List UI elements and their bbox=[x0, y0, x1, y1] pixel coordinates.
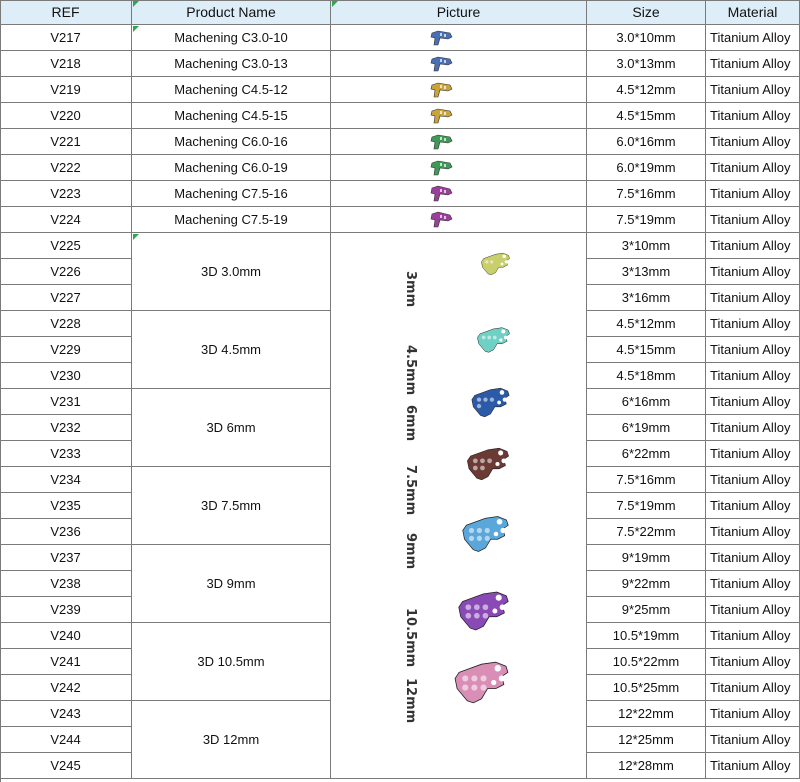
size-cell[interactable]: 12*28mm bbox=[587, 753, 706, 779]
ref-cell[interactable]: V238 bbox=[0, 571, 132, 597]
ref-cell[interactable]: V219 bbox=[0, 77, 132, 103]
size-cell[interactable]: 3*13mm bbox=[587, 259, 706, 285]
implant-size-label: 4.5mm bbox=[403, 345, 418, 396]
ref-cell[interactable]: V231 bbox=[0, 389, 132, 415]
size-cell[interactable]: 3*10mm bbox=[587, 233, 706, 259]
header-name[interactable]: Product Name bbox=[132, 0, 331, 25]
cell-marker bbox=[133, 1, 139, 7]
implant-size-label: 6mm bbox=[403, 405, 418, 442]
size-cell[interactable]: 10.5*22mm bbox=[587, 649, 706, 675]
ref-cell[interactable]: V228 bbox=[0, 311, 132, 337]
picture-cell bbox=[331, 207, 587, 233]
cell-marker bbox=[133, 26, 139, 32]
material-cell[interactable]: Titanium Alloy bbox=[706, 259, 800, 285]
product-name-cell[interactable]: Machening C4.5-12 bbox=[132, 77, 331, 103]
ref-cell[interactable]: V222 bbox=[0, 155, 132, 181]
machined-implant-icon bbox=[428, 55, 456, 73]
size-cell[interactable]: 9*19mm bbox=[587, 545, 706, 571]
product-name-cell[interactable]: Machening C3.0-10 bbox=[132, 25, 331, 51]
material-cell[interactable]: Titanium Alloy bbox=[706, 363, 800, 389]
implant-size-label: 10.5mm bbox=[403, 608, 418, 668]
printed-implant-icon bbox=[479, 251, 512, 277]
ref-cell[interactable]: V225 bbox=[0, 233, 132, 259]
ref-cell[interactable]: V233 bbox=[0, 441, 132, 467]
implant-size-label: 7.5mm bbox=[403, 465, 418, 516]
material-cell[interactable]: Titanium Alloy bbox=[706, 441, 800, 467]
ref-cell[interactable]: V218 bbox=[0, 51, 132, 77]
material-cell[interactable]: Titanium Alloy bbox=[706, 311, 800, 337]
machined-implant-icon bbox=[428, 107, 456, 125]
material-cell[interactable]: Titanium Alloy bbox=[706, 129, 800, 155]
header-material[interactable]: Material bbox=[706, 0, 800, 25]
material-cell[interactable]: Titanium Alloy bbox=[706, 25, 800, 51]
material-cell[interactable]: Titanium Alloy bbox=[706, 415, 800, 441]
machined-implant-icon bbox=[428, 211, 456, 229]
printed-implant-icon bbox=[469, 385, 512, 420]
machined-implant-icon bbox=[428, 81, 456, 99]
material-cell[interactable]: Titanium Alloy bbox=[706, 519, 800, 545]
product-name-cell[interactable]: 3D 9mm bbox=[132, 545, 331, 623]
ref-cell[interactable]: V223 bbox=[0, 181, 132, 207]
material-cell[interactable]: Titanium Alloy bbox=[706, 493, 800, 519]
ref-cell[interactable]: V244 bbox=[0, 727, 132, 753]
material-cell[interactable]: Titanium Alloy bbox=[706, 571, 800, 597]
size-cell[interactable]: 4.5*18mm bbox=[587, 363, 706, 389]
machined-implant-icon bbox=[428, 185, 456, 203]
product-name-cell[interactable]: 3D 4.5mm bbox=[132, 311, 331, 389]
machined-implant-icon bbox=[428, 29, 456, 47]
ref-cell[interactable]: V221 bbox=[0, 129, 132, 155]
ref-cell[interactable]: V240 bbox=[0, 623, 132, 649]
size-cell[interactable]: 7.5*19mm bbox=[587, 207, 706, 233]
material-cell[interactable]: Titanium Alloy bbox=[706, 727, 800, 753]
size-cell[interactable]: 7.5*22mm bbox=[587, 519, 706, 545]
product-name-cell[interactable]: 3D 12mm bbox=[132, 701, 331, 779]
size-cell[interactable]: 12*22mm bbox=[587, 701, 706, 727]
ref-cell[interactable]: V241 bbox=[0, 649, 132, 675]
material-cell[interactable]: Titanium Alloy bbox=[706, 155, 800, 181]
cell-marker bbox=[133, 234, 139, 240]
material-cell[interactable]: Titanium Alloy bbox=[706, 51, 800, 77]
material-cell[interactable]: Titanium Alloy bbox=[706, 701, 800, 727]
material-cell[interactable]: Titanium Alloy bbox=[706, 389, 800, 415]
size-cell[interactable]: 7.5*16mm bbox=[587, 181, 706, 207]
size-cell[interactable]: 10.5*19mm bbox=[587, 623, 706, 649]
size-cell[interactable]: 10.5*25mm bbox=[587, 675, 706, 701]
ref-cell[interactable]: V237 bbox=[0, 545, 132, 571]
size-cell[interactable]: 12*25mm bbox=[587, 727, 706, 753]
size-cell[interactable]: 6.0*16mm bbox=[587, 129, 706, 155]
picture-cell bbox=[331, 103, 587, 129]
ref-cell[interactable]: V236 bbox=[0, 519, 132, 545]
ref-cell[interactable]: V235 bbox=[0, 493, 132, 519]
header-size[interactable]: Size bbox=[587, 0, 706, 25]
material-cell[interactable]: Titanium Alloy bbox=[706, 649, 800, 675]
material-cell[interactable]: Titanium Alloy bbox=[706, 623, 800, 649]
size-cell[interactable]: 3*16mm bbox=[587, 285, 706, 311]
size-cell[interactable]: 6*19mm bbox=[587, 415, 706, 441]
size-cell[interactable]: 7.5*16mm bbox=[587, 467, 706, 493]
size-cell[interactable]: 6*16mm bbox=[587, 389, 706, 415]
ref-cell[interactable]: V224 bbox=[0, 207, 132, 233]
material-cell[interactable]: Titanium Alloy bbox=[706, 285, 800, 311]
product-name-cell[interactable]: 3D 10.5mm bbox=[132, 623, 331, 701]
product-name-cell[interactable]: Machening C7.5-19 bbox=[132, 207, 331, 233]
header-picture[interactable]: Picture bbox=[331, 0, 587, 25]
picture-cell bbox=[331, 181, 587, 207]
ref-cell[interactable]: V226 bbox=[0, 259, 132, 285]
picture-cell bbox=[331, 129, 587, 155]
machined-implant-icon bbox=[428, 133, 456, 151]
machined-implant-icon bbox=[428, 159, 456, 177]
size-cell[interactable]: 4.5*15mm bbox=[587, 337, 706, 363]
printed-implant-icon bbox=[455, 588, 512, 634]
printed-implant-icon bbox=[451, 658, 512, 707]
header-ref[interactable]: REF bbox=[0, 0, 132, 25]
picture-cell bbox=[331, 155, 587, 181]
size-cell[interactable]: 4.5*12mm bbox=[587, 311, 706, 337]
implant-size-label: 3mm bbox=[403, 271, 418, 308]
ref-cell[interactable]: V229 bbox=[0, 337, 132, 363]
product-name-cell[interactable]: Machening C6.0-19 bbox=[132, 155, 331, 181]
size-cell[interactable]: 6.0*19mm bbox=[587, 155, 706, 181]
size-cell[interactable]: 6*22mm bbox=[587, 441, 706, 467]
ref-cell[interactable]: V245 bbox=[0, 753, 132, 779]
size-cell[interactable]: 4.5*15mm bbox=[587, 103, 706, 129]
size-cell[interactable]: 9*25mm bbox=[587, 597, 706, 623]
printed-implant-icon bbox=[475, 325, 512, 355]
ref-cell[interactable]: V217 bbox=[0, 25, 132, 51]
material-cell[interactable]: Titanium Alloy bbox=[706, 597, 800, 623]
printed-implant-icon bbox=[459, 513, 512, 555]
implant-size-label: 12mm bbox=[403, 678, 418, 724]
ref-cell[interactable]: V220 bbox=[0, 103, 132, 129]
ref-cell[interactable]: V230 bbox=[0, 363, 132, 389]
ref-cell[interactable]: V243 bbox=[0, 701, 132, 727]
printed-implant-icon bbox=[464, 445, 512, 483]
material-cell[interactable]: Titanium Alloy bbox=[706, 103, 800, 129]
material-cell[interactable]: Titanium Alloy bbox=[706, 675, 800, 701]
material-cell[interactable]: Titanium Alloy bbox=[706, 181, 800, 207]
material-cell[interactable]: Titanium Alloy bbox=[706, 337, 800, 363]
material-cell[interactable]: Titanium Alloy bbox=[706, 753, 800, 779]
product-name-cell[interactable]: Machening C6.0-16 bbox=[132, 129, 331, 155]
picture-cell bbox=[331, 51, 587, 77]
size-cell[interactable]: 7.5*19mm bbox=[587, 493, 706, 519]
product-name-cell[interactable]: 3D 7.5mm bbox=[132, 467, 331, 545]
product-name-cell[interactable]: 3D 6mm bbox=[132, 389, 331, 467]
size-cell[interactable]: 3.0*13mm bbox=[587, 51, 706, 77]
ref-cell[interactable]: V242 bbox=[0, 675, 132, 701]
material-cell[interactable]: Titanium Alloy bbox=[706, 77, 800, 103]
cell-marker bbox=[332, 1, 338, 7]
material-cell[interactable]: Titanium Alloy bbox=[706, 467, 800, 493]
product-name-cell[interactable]: 3D 3.0mm bbox=[132, 233, 331, 311]
product-name-cell[interactable]: Machening C3.0-13 bbox=[132, 51, 331, 77]
ref-cell[interactable]: V232 bbox=[0, 415, 132, 441]
size-cell[interactable]: 4.5*12mm bbox=[587, 77, 706, 103]
material-cell[interactable]: Titanium Alloy bbox=[706, 207, 800, 233]
material-cell[interactable]: Titanium Alloy bbox=[706, 233, 800, 259]
picture-cell bbox=[331, 77, 587, 103]
ref-cell[interactable]: V234 bbox=[0, 467, 132, 493]
product-name-cell[interactable]: Machening C7.5-16 bbox=[132, 181, 331, 207]
material-cell[interactable]: Titanium Alloy bbox=[706, 545, 800, 571]
size-cell[interactable]: 3.0*10mm bbox=[587, 25, 706, 51]
picture-cell bbox=[331, 25, 587, 51]
size-cell[interactable]: 9*22mm bbox=[587, 571, 706, 597]
product-name-cell[interactable]: Machening C4.5-15 bbox=[132, 103, 331, 129]
ref-cell[interactable]: V239 bbox=[0, 597, 132, 623]
implant-size-label: 9mm bbox=[403, 533, 418, 570]
ref-cell[interactable]: V227 bbox=[0, 285, 132, 311]
